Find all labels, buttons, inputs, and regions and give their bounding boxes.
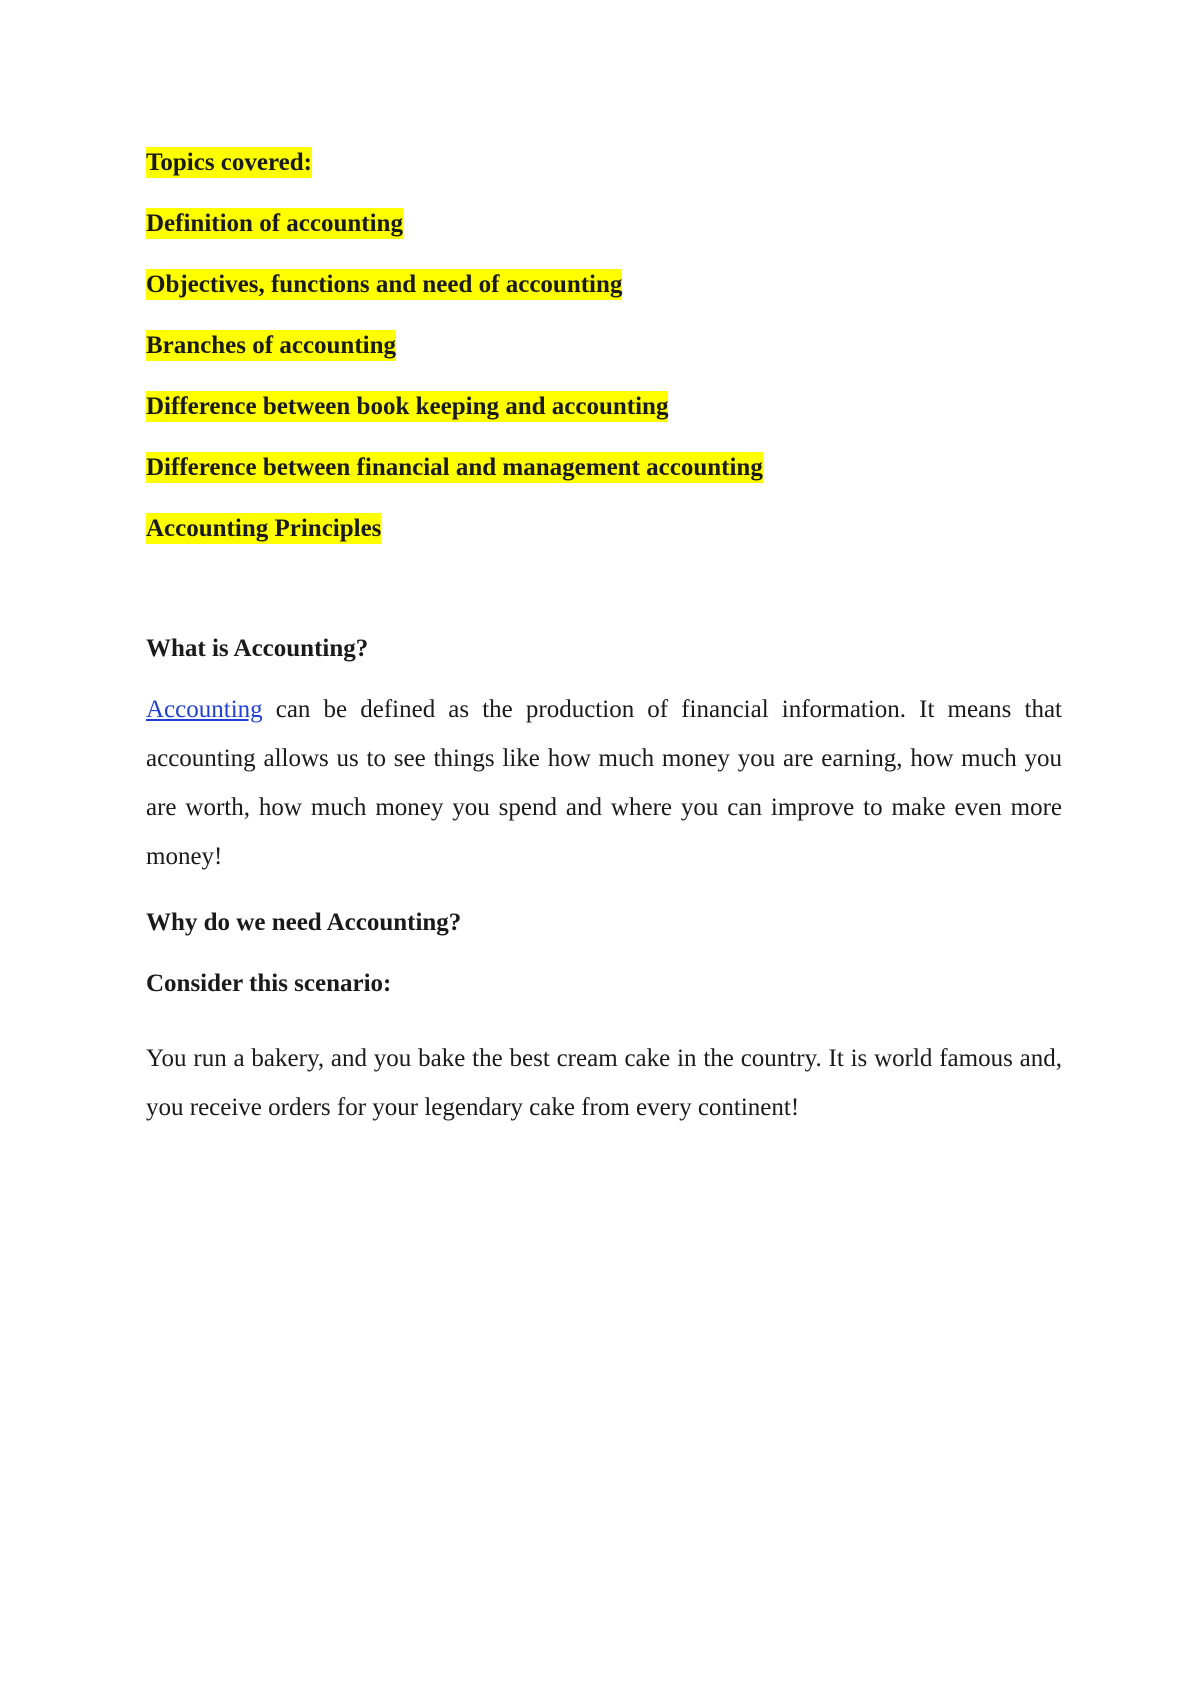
accounting-definition-paragraph bbox=[146, 685, 1062, 881]
topic-item-text: Accounting Principles bbox=[146, 515, 382, 542]
topic-item-text: Difference between financial and management accounting bbox=[146, 454, 763, 481]
topic-item bbox=[146, 319, 1062, 380]
accounting-link[interactable]: Accounting bbox=[146, 696, 263, 723]
topic-item bbox=[146, 441, 1062, 502]
topic-item-text: Difference between book keeping and accounting bbox=[146, 393, 669, 420]
topics-heading bbox=[146, 136, 1062, 197]
topic-item bbox=[146, 197, 1062, 258]
what-is-accounting-heading: What is Accounting? bbox=[146, 635, 369, 662]
topics-list bbox=[146, 136, 1062, 563]
accounting-definition-text: can be defined as the production of financial information. It means that accounting allows us to see things like how much money you are earning, how much you are worth, how much money you spend and where you can improve to make even more money! bbox=[146, 696, 1062, 870]
topic-item bbox=[146, 502, 1062, 563]
why-need-accounting-heading: Why do we need Accounting? bbox=[146, 909, 462, 936]
topic-item-text: Branches of accounting bbox=[146, 332, 396, 359]
topics-heading-text: Topics covered: bbox=[146, 149, 312, 176]
bakery-scenario-paragraph: You run a bakery, and you bake the best cream cake in the country. It is world famous and, you receive orders for your legendary cake from every continent! bbox=[146, 1045, 1062, 1121]
topic-item bbox=[146, 258, 1062, 319]
topic-item bbox=[146, 380, 1062, 441]
topic-item-text: Objectives, functions and need of accounting bbox=[146, 271, 623, 298]
consider-scenario-heading: Consider this scenario: bbox=[146, 970, 392, 997]
document-body bbox=[146, 136, 1062, 1132]
topic-item-text: Definition of accounting bbox=[146, 210, 403, 237]
